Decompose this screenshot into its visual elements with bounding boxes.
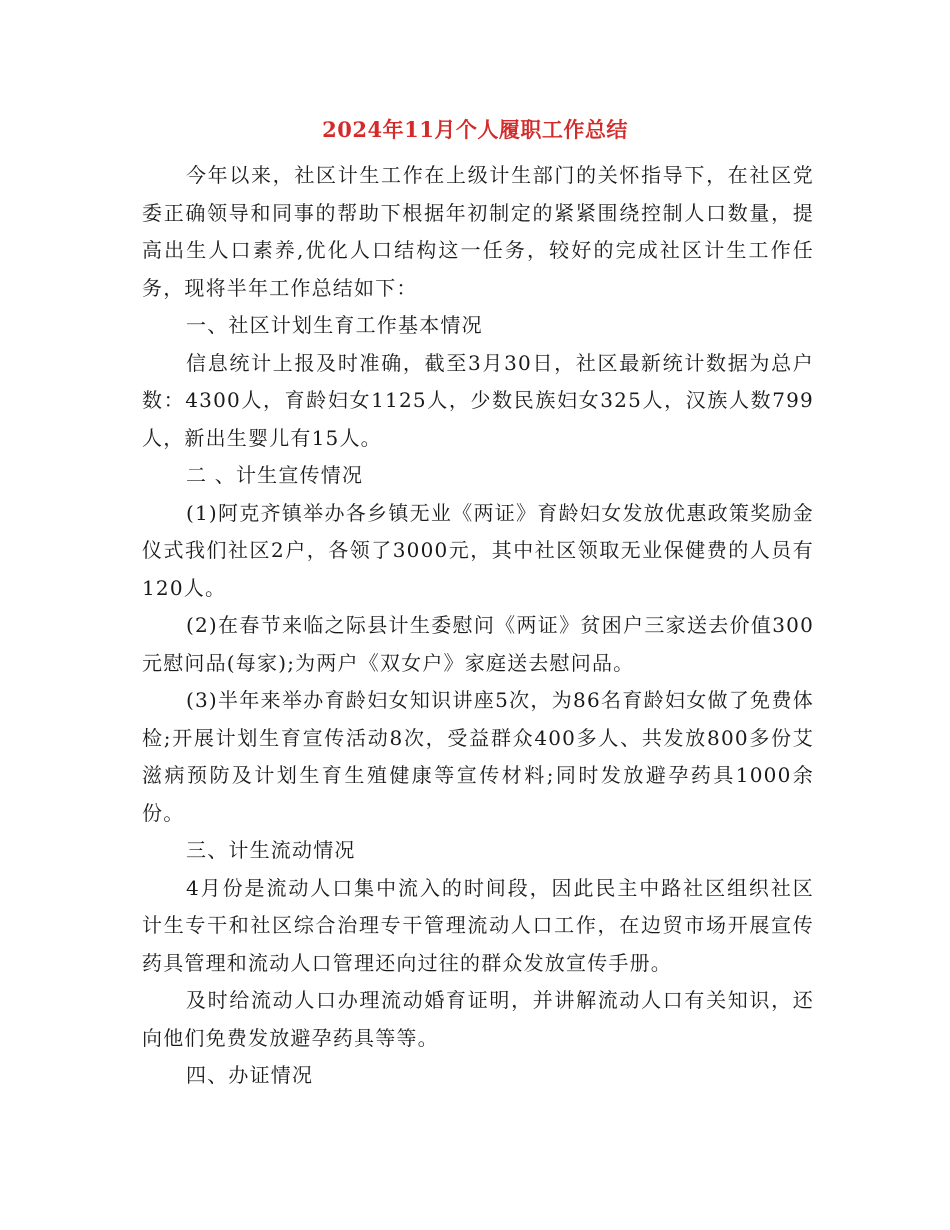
promotion-item-3: (3)半年来举办育龄妇女知识讲座5次，为86名育龄妇女做了免费体检;开展计划生育宣传活动8次，受益群众400多人、共发放800多份艾滋病预防及计划生育生殖健康等宣传材料;同时发放避孕药具1000余份。	[142, 688, 814, 825]
promotion-item-2: (2)在春节来临之际县计生委慰问《两证》贫困户三家送去价值300元慰问品(每家);为两户《双女户》家庭送去慰问品。	[142, 613, 814, 675]
section-heading-3: 三、计生流动情况	[186, 838, 356, 862]
section-heading-1: 一、社区计划生育工作基本情况	[186, 313, 483, 337]
section-heading-4: 四、办证情况	[186, 1063, 314, 1087]
promotion-item-1: (1)阿克齐镇举办各乡镇无业《两证》育龄妇女发放优惠政策奖励金仪式我们社区2户，各领了3000元，其中社区领取无业保健费的人员有120人。	[142, 500, 814, 600]
migration-paragraph-2: 及时给流动人口办理流动婚育证明，并讲解流动人口有关知识，还向他们免费发放避孕药具等等。	[142, 988, 814, 1050]
document-title: 2024年11月个人履职工作总结	[322, 117, 628, 142]
intro-paragraph: 今年以来，社区计生工作在上级计生部门的关怀指导下，在社区党委正确领导和同事的帮助下根据年初制定的紧紧围绕控制人口数量，提高出生人口素养,优化人口结构这一任务，较好的完成社区计生工作任务，现将半年工作总结如下：	[142, 163, 814, 300]
migration-paragraph-1: 4月份是流动人口集中流入的时间段，因此民主中路社区组织社区计生专干和社区综合治理专干管理流动人口工作，在边贸市场开展宣传药具管理和流动人口管理还向过往的群众发放宣传手册。	[142, 875, 814, 975]
statistics-paragraph: 信息统计上报及时准确，截至3月30日，社区最新统计数据为总户数：4300人，育龄妇女1125人，少数民族妇女325人，汉族人数799人，新出生婴儿有15人。	[142, 350, 814, 450]
section-heading-2: 二 、计生宣传情况	[186, 463, 364, 487]
document-body	[142, 157, 814, 1095]
